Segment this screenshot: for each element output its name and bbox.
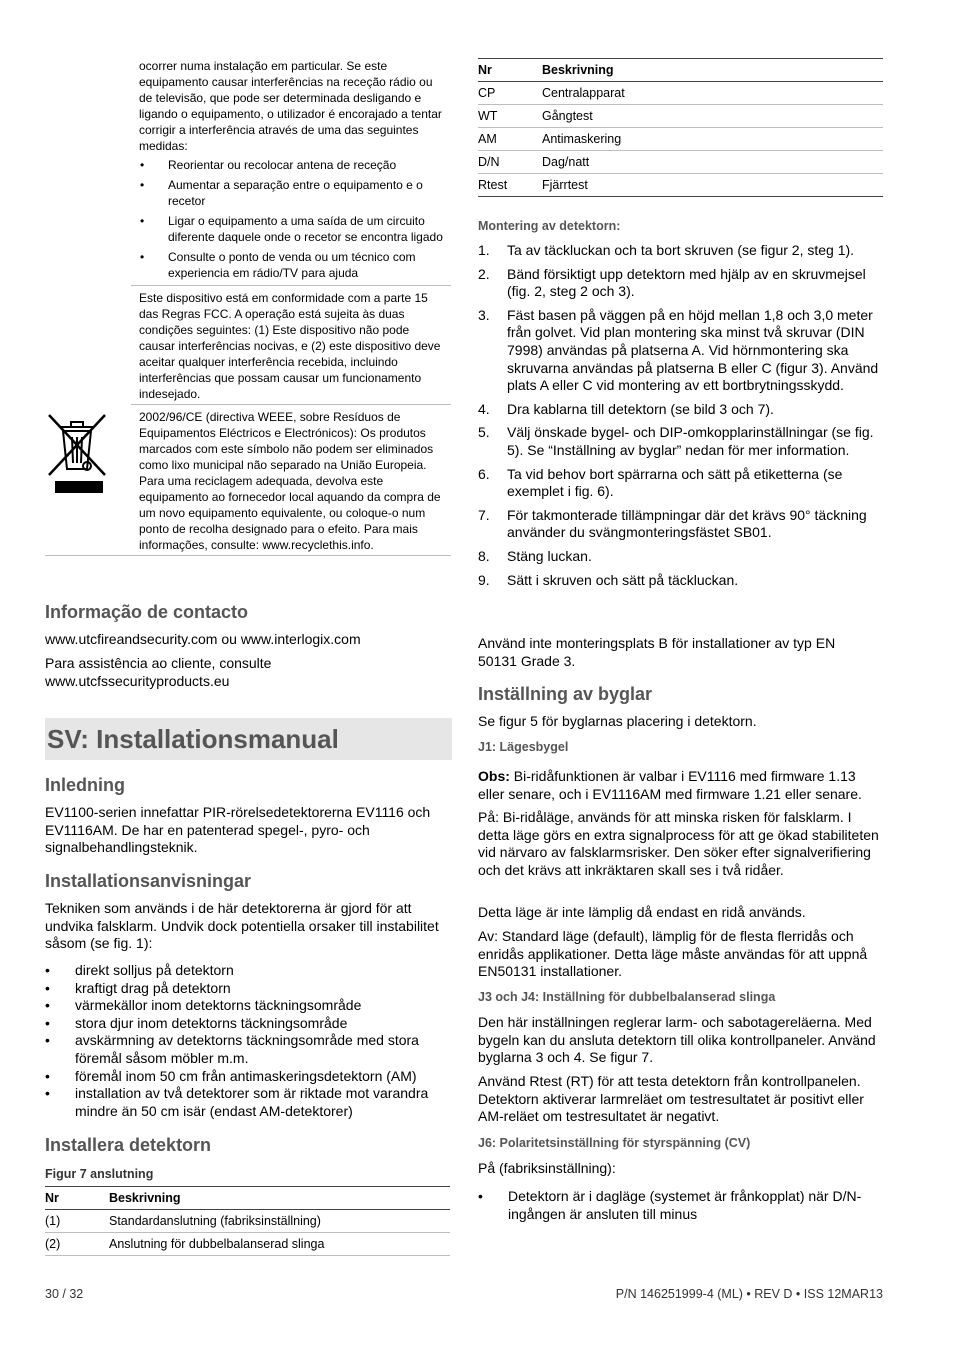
pa-text: På: Bi-ridåläge, används för att minska risken för falsklarm. I detta läge görs en extra signalprocess för att ge ökad stabiliteten vid närvaro av falsklarmsrisker. Den söker efter signalverifiering och det krävs att inkräktaren skall ses i två ridåer.: [478, 809, 879, 878]
step-text: Bänd försiktigt upp detektorn med hjälp av en skruvmejsel (fig. 2, steg 2 och 3).: [507, 265, 866, 300]
column-header: Beskrivning: [542, 59, 883, 82]
table-cell: D/N: [478, 151, 542, 174]
table-cell: WT: [478, 105, 542, 128]
interference-measures-list: [139, 157, 447, 281]
step-text: Ta vid behov bort spärrarna och sätt på etiketterna (se exemplet i fig. 6).: [507, 465, 843, 500]
step-number: 2.: [478, 265, 490, 282]
info-row-fcc: [45, 286, 451, 405]
list-item: [478, 548, 883, 566]
j3j4-heading: J3 och J4: Inställning för dubbelbalanserad slinga: [478, 990, 776, 1004]
table-row: [478, 82, 883, 105]
table-cell: Standardanslutning (fabriksinställning): [109, 1210, 450, 1233]
list-item: [478, 507, 883, 542]
step-text: För takmonterade tillämpningar där det krävs 90° täckning använder du svängmonteringsfästet SB01.: [507, 506, 867, 541]
list-item: [478, 572, 883, 590]
interference-text: ocorrer numa instalação em particular. Se este equipamento causar interferências na receção rádio ou de televisão, que pode ser determinada desligando e ligando o equipamento, o utilizador é encorajado a tentar corrigir a interferência através de uma das seguintes medidas:: [139, 59, 442, 153]
step-number: 6.: [478, 465, 490, 482]
montering-note: Använd inte monteringsplats B för installationer av typ EN 50131 Grade 3.: [478, 635, 836, 669]
step-text: Ta av täckluckan och ta bort skruven (se figur 2, steg 1).: [507, 242, 855, 258]
table-row: [478, 105, 883, 128]
info-row-interference: [45, 56, 451, 286]
list-item: • kraftigt drag på detektorn: [45, 980, 451, 998]
table-cell: Dag/natt: [542, 151, 883, 174]
j3j4-text-1: Den här inställningen reglerar larm- och sabotagereläerna. Med bygeln kan du ansluta detektorn till olika kontrollpaneler. Använd byglarna 3 och 4. Se figur 7.: [478, 1014, 876, 1065]
obs-label: Obs:: [478, 768, 510, 784]
av-text: Av: Standard läge (default), lämplig för de flesta flerridås och enridås applikationer. Detta läge måste användas för att uppnå EN50131 installationer.: [478, 928, 868, 979]
list-item: • Ligar o equipamento a uma saída de um circuito diferente daquele onde o recetor se encontra ligado: [139, 213, 447, 245]
j1-heading: J1: Lägesbygel: [478, 740, 569, 754]
list-item: • föremål inom 50 cm från antimaskeringsdetektorn (AM): [45, 1068, 451, 1086]
step-text: Stäng luckan.: [507, 547, 592, 564]
list-item: • Aumentar a separação entre o equipamento e o recetor: [139, 177, 447, 209]
byglar-heading: Inställning av byglar: [478, 684, 653, 704]
table-row: [478, 151, 883, 174]
table-cell: Centralapparat: [542, 82, 883, 105]
contact-websites: www.utcfireandsecurity.com ou www.interlogix.com: [45, 631, 361, 647]
column-header: Nr: [45, 1187, 109, 1210]
j6-heading: J6: Polaritetsinställning för styrspänning (CV): [478, 1136, 751, 1150]
step-text: Välj önskade bygel- och DIP-omkopplarinställningar (se fig. 5). Se “Inställning av byglar” nedan för mer information.: [507, 424, 874, 458]
table-cell: AM: [478, 128, 542, 151]
list-item: • värmekällor inom detektorns täckningsområde: [45, 997, 451, 1015]
weee-crossed-bin-icon: [45, 409, 109, 499]
list-item: • avskärmning av detektorns täckningsområde med stora föremål såsom möbler m.m.: [45, 1032, 451, 1067]
page-number: 30 / 32: [45, 1287, 84, 1301]
list-item: [478, 401, 883, 419]
step-number: 8.: [478, 547, 490, 564]
list-item: [478, 266, 883, 301]
list-item: [478, 466, 883, 501]
byglar-intro: Se figur 5 för byglarnas placering i detektorn.: [478, 713, 757, 729]
table-header-row: [478, 59, 883, 82]
list-item: • Consulte o ponto de venda ou um técnico com experiencia em rádio/TV para ajuda: [139, 249, 447, 281]
table-cell: Antimaskering: [542, 128, 883, 151]
table-cell: CP: [478, 82, 542, 105]
obs-text: Bi-ridåfunktionen är valbar i EV1116 med firmware 1.13 eller senare, och i EV1116AM med firmware 1.21 eller senare.: [478, 768, 862, 802]
table-cell: Anslutning för dubbelbalanserad slinga: [109, 1233, 450, 1256]
list-item: • Reorientar ou recolocar antena de receção: [139, 157, 447, 173]
table-cell: Gångtest: [542, 105, 883, 128]
j6-intro: På (fabriksinställning):: [478, 1160, 616, 1176]
table-cell: Rtest: [478, 174, 542, 197]
j3j4-text-2: Använd Rtest (RT) för att testa detektorn från kontrollpanelen. Detektorn aktiverar larmreläet om testresultatet är positivt eller AM-reläet om testresultatet är negativt.: [478, 1073, 864, 1124]
table-header-row: [45, 1187, 450, 1210]
anvisningar-text: Tekniken som används i de här detektorerna är gjord för att undvika falsklarm. Undvik dock potentiella orsaker till instabilitet såsom (se fig. 1):: [45, 900, 439, 951]
weee-text: 2002/96/CE (directiva WEEE, sobre Resíduos de Equipamentos Eléctricos e Electrónicos): Os produtos marcados com este símbolo não podem ser eliminados como lixo municipal não separado na União Europeia. Para uma reciclagem adequada, devolva este equipamento ao fornecedor local aquando da compra de um novo equipamento equivalente, ou coloque-o num ponto de recolha designado para o efeito. Para mais informações, consulte: www.recyclethis.info.: [139, 410, 441, 552]
mounting-steps-list: [478, 242, 883, 595]
connection-table: [45, 1186, 450, 1256]
installera-heading: Installera detektorn: [45, 1135, 212, 1155]
table-row: [45, 1233, 450, 1256]
j6-list: [478, 1188, 883, 1223]
table-cell: (1): [45, 1210, 109, 1233]
step-number: 7.: [478, 506, 490, 523]
step-number: 4.: [478, 400, 490, 417]
abbreviation-table: [478, 58, 883, 197]
montering-heading: Montering av detektorn:: [478, 219, 621, 233]
contact-support: Para assistência ao cliente, consulte www.utcfssecurityproducts.eu: [45, 655, 272, 689]
step-text: Dra kablarna till detektorn (se bild 3 och 7).: [507, 400, 774, 417]
table-cell: (2): [45, 1233, 109, 1256]
list-item: • installation av två detektorer som är riktade mot varandra mindre än 50 cm isär (endast AM-detektorer): [45, 1085, 451, 1120]
table-row: [45, 1210, 450, 1233]
fcc-text: Este dispositivo está em conformidade com a parte 15 das Regras FCC. A operação está sujeita às duas condições seguintes: (1) Este dispositivo não pode causar interferências nocivas, e (2) este dispositivo deve aceitar qualquer interferência recebida, incluindo interferências que possam causar um funcionamento indesejado.: [131, 286, 451, 405]
step-number: 9.: [478, 571, 490, 588]
regulatory-info-table: [45, 56, 451, 556]
figure-caption: Figur 7 anslutning: [45, 1167, 154, 1181]
inledning-heading: Inledning: [45, 775, 125, 795]
list-item: [478, 424, 883, 459]
list-item: • direkt solljus på detektorn: [45, 962, 451, 980]
step-text: Fäst basen på väggen på en höjd mellan 1,8 och 3,0 meter från golvet. Vid plan montering ska minst två skruvar (DIN 7998) användas på platserna A. Vid hörnmontering ska skruvarna användas på platserna B eller C (figur 3). Använd plats A eller C vid montering av ett bortbrytningsskydd.: [507, 306, 879, 394]
step-number: 5.: [478, 424, 490, 441]
anvisningar-heading: Installationsanvisningar: [45, 871, 252, 891]
obs-note: [478, 768, 883, 803]
list-item: [478, 307, 883, 395]
part-number: P/N 146251999-4 (ML) • REV D • ISS 12MAR13: [615, 1287, 883, 1301]
column-header: Beskrivning: [109, 1187, 450, 1210]
list-item: [478, 242, 883, 260]
instability-causes-list: [45, 962, 451, 1120]
table-cell: Fjärrtest: [542, 174, 883, 197]
list-item: • stora djur inom detektorns täckningsområde: [45, 1015, 451, 1033]
section-title-banner: [45, 718, 452, 760]
inledning-text: EV1100-serien innefattar PIR-rörelsedetektorerna EV1116 och EV1116AM. De har en patenterad spegel-, pyro- och signalbehandlingsteknik.: [45, 804, 431, 855]
step-number: 1.: [478, 242, 490, 258]
table-row: [478, 174, 883, 197]
step-number: 3.: [478, 306, 490, 323]
table-row: [478, 128, 883, 151]
not-suitable-text: Detta läge är inte lämplig då endast en ridå används.: [478, 904, 806, 920]
step-text: Sätt i skruven och sätt på täckluckan.: [507, 571, 739, 588]
page-title: SV: Installationsmanual: [47, 724, 339, 754]
contact-heading: Informação de contacto: [45, 602, 249, 622]
list-item: • Detektorn är i dagläge (systemet är frånkopplat) när D/N-ingången är ansluten till minus: [478, 1188, 883, 1223]
info-row-weee: [45, 405, 451, 556]
column-header: Nr: [478, 59, 542, 82]
